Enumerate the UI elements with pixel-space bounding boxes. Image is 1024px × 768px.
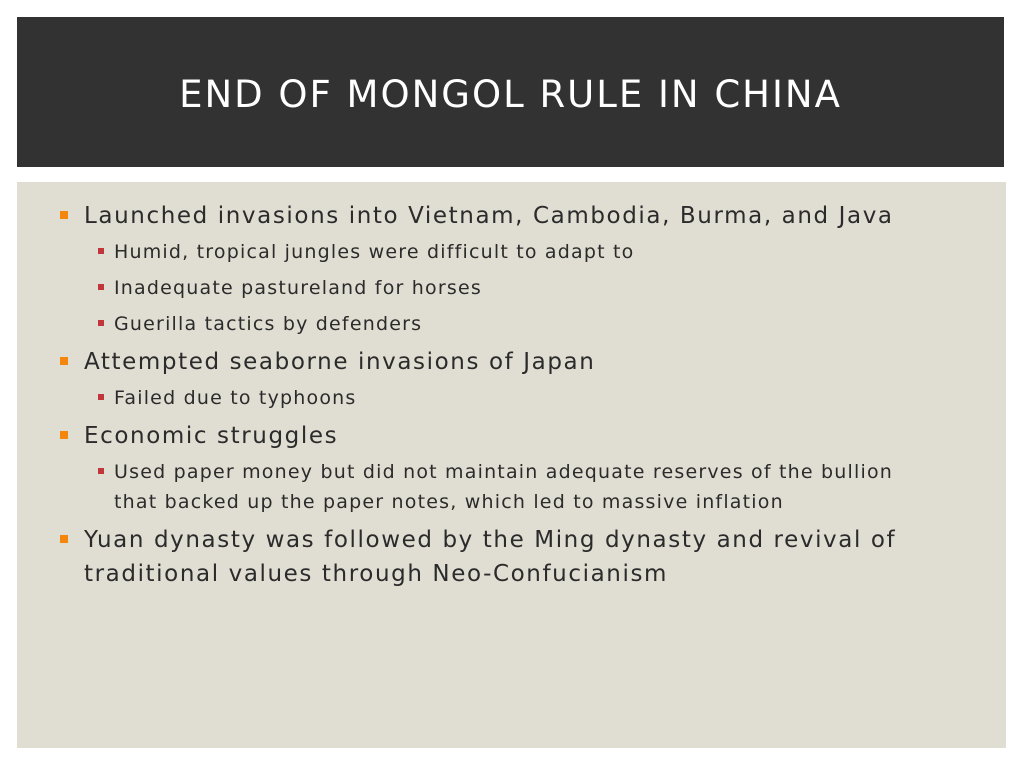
bullet-list bbox=[17, 182, 1006, 591]
sub-bullet-item bbox=[17, 273, 934, 303]
sub-bullet-text: Guerilla tactics by defenders bbox=[114, 313, 423, 335]
square-bullet-icon bbox=[98, 320, 104, 326]
square-bullet-icon bbox=[60, 211, 68, 219]
sub-bullet-text: Failed due to typhoons bbox=[114, 387, 357, 409]
sub-bullet-text: Humid, tropical jungles were difficult to adapt to bbox=[114, 241, 635, 263]
title-bar bbox=[17, 17, 1004, 167]
content-area bbox=[17, 182, 1006, 748]
square-bullet-icon bbox=[60, 431, 68, 439]
bullet-text: Attempted seaborne invasions of Japan bbox=[84, 349, 596, 375]
bullet-text: Yuan dynasty was followed by the Ming dynasty and revival of traditional values through Neo-Confucianism bbox=[84, 527, 897, 587]
sub-bullet-item bbox=[17, 309, 934, 339]
bullet-text: Economic struggles bbox=[84, 423, 339, 449]
sub-bullet-text: Used paper money but did not maintain adequate reserves of the bullion that backed up the paper notes, which led to massive inflation bbox=[114, 461, 894, 513]
square-bullet-icon bbox=[98, 468, 104, 474]
bullet-item bbox=[17, 345, 964, 379]
bullet-item bbox=[17, 523, 964, 591]
square-bullet-icon bbox=[98, 284, 104, 290]
bullet-text: Launched invasions into Vietnam, Cambodia, Burma, and Java bbox=[84, 203, 894, 229]
square-bullet-icon bbox=[60, 535, 68, 543]
square-bullet-icon bbox=[98, 394, 104, 400]
sub-bullet-item bbox=[17, 457, 934, 517]
slide-title: END OF MONGOL RULE IN CHINA bbox=[179, 72, 842, 116]
sub-bullet-item bbox=[17, 237, 934, 267]
sub-bullet-text: Inadequate pastureland for horses bbox=[114, 277, 482, 299]
sub-bullet-item bbox=[17, 383, 934, 413]
bullet-item bbox=[17, 199, 964, 233]
bullet-item bbox=[17, 419, 964, 453]
square-bullet-icon bbox=[60, 357, 68, 365]
square-bullet-icon bbox=[98, 248, 104, 254]
